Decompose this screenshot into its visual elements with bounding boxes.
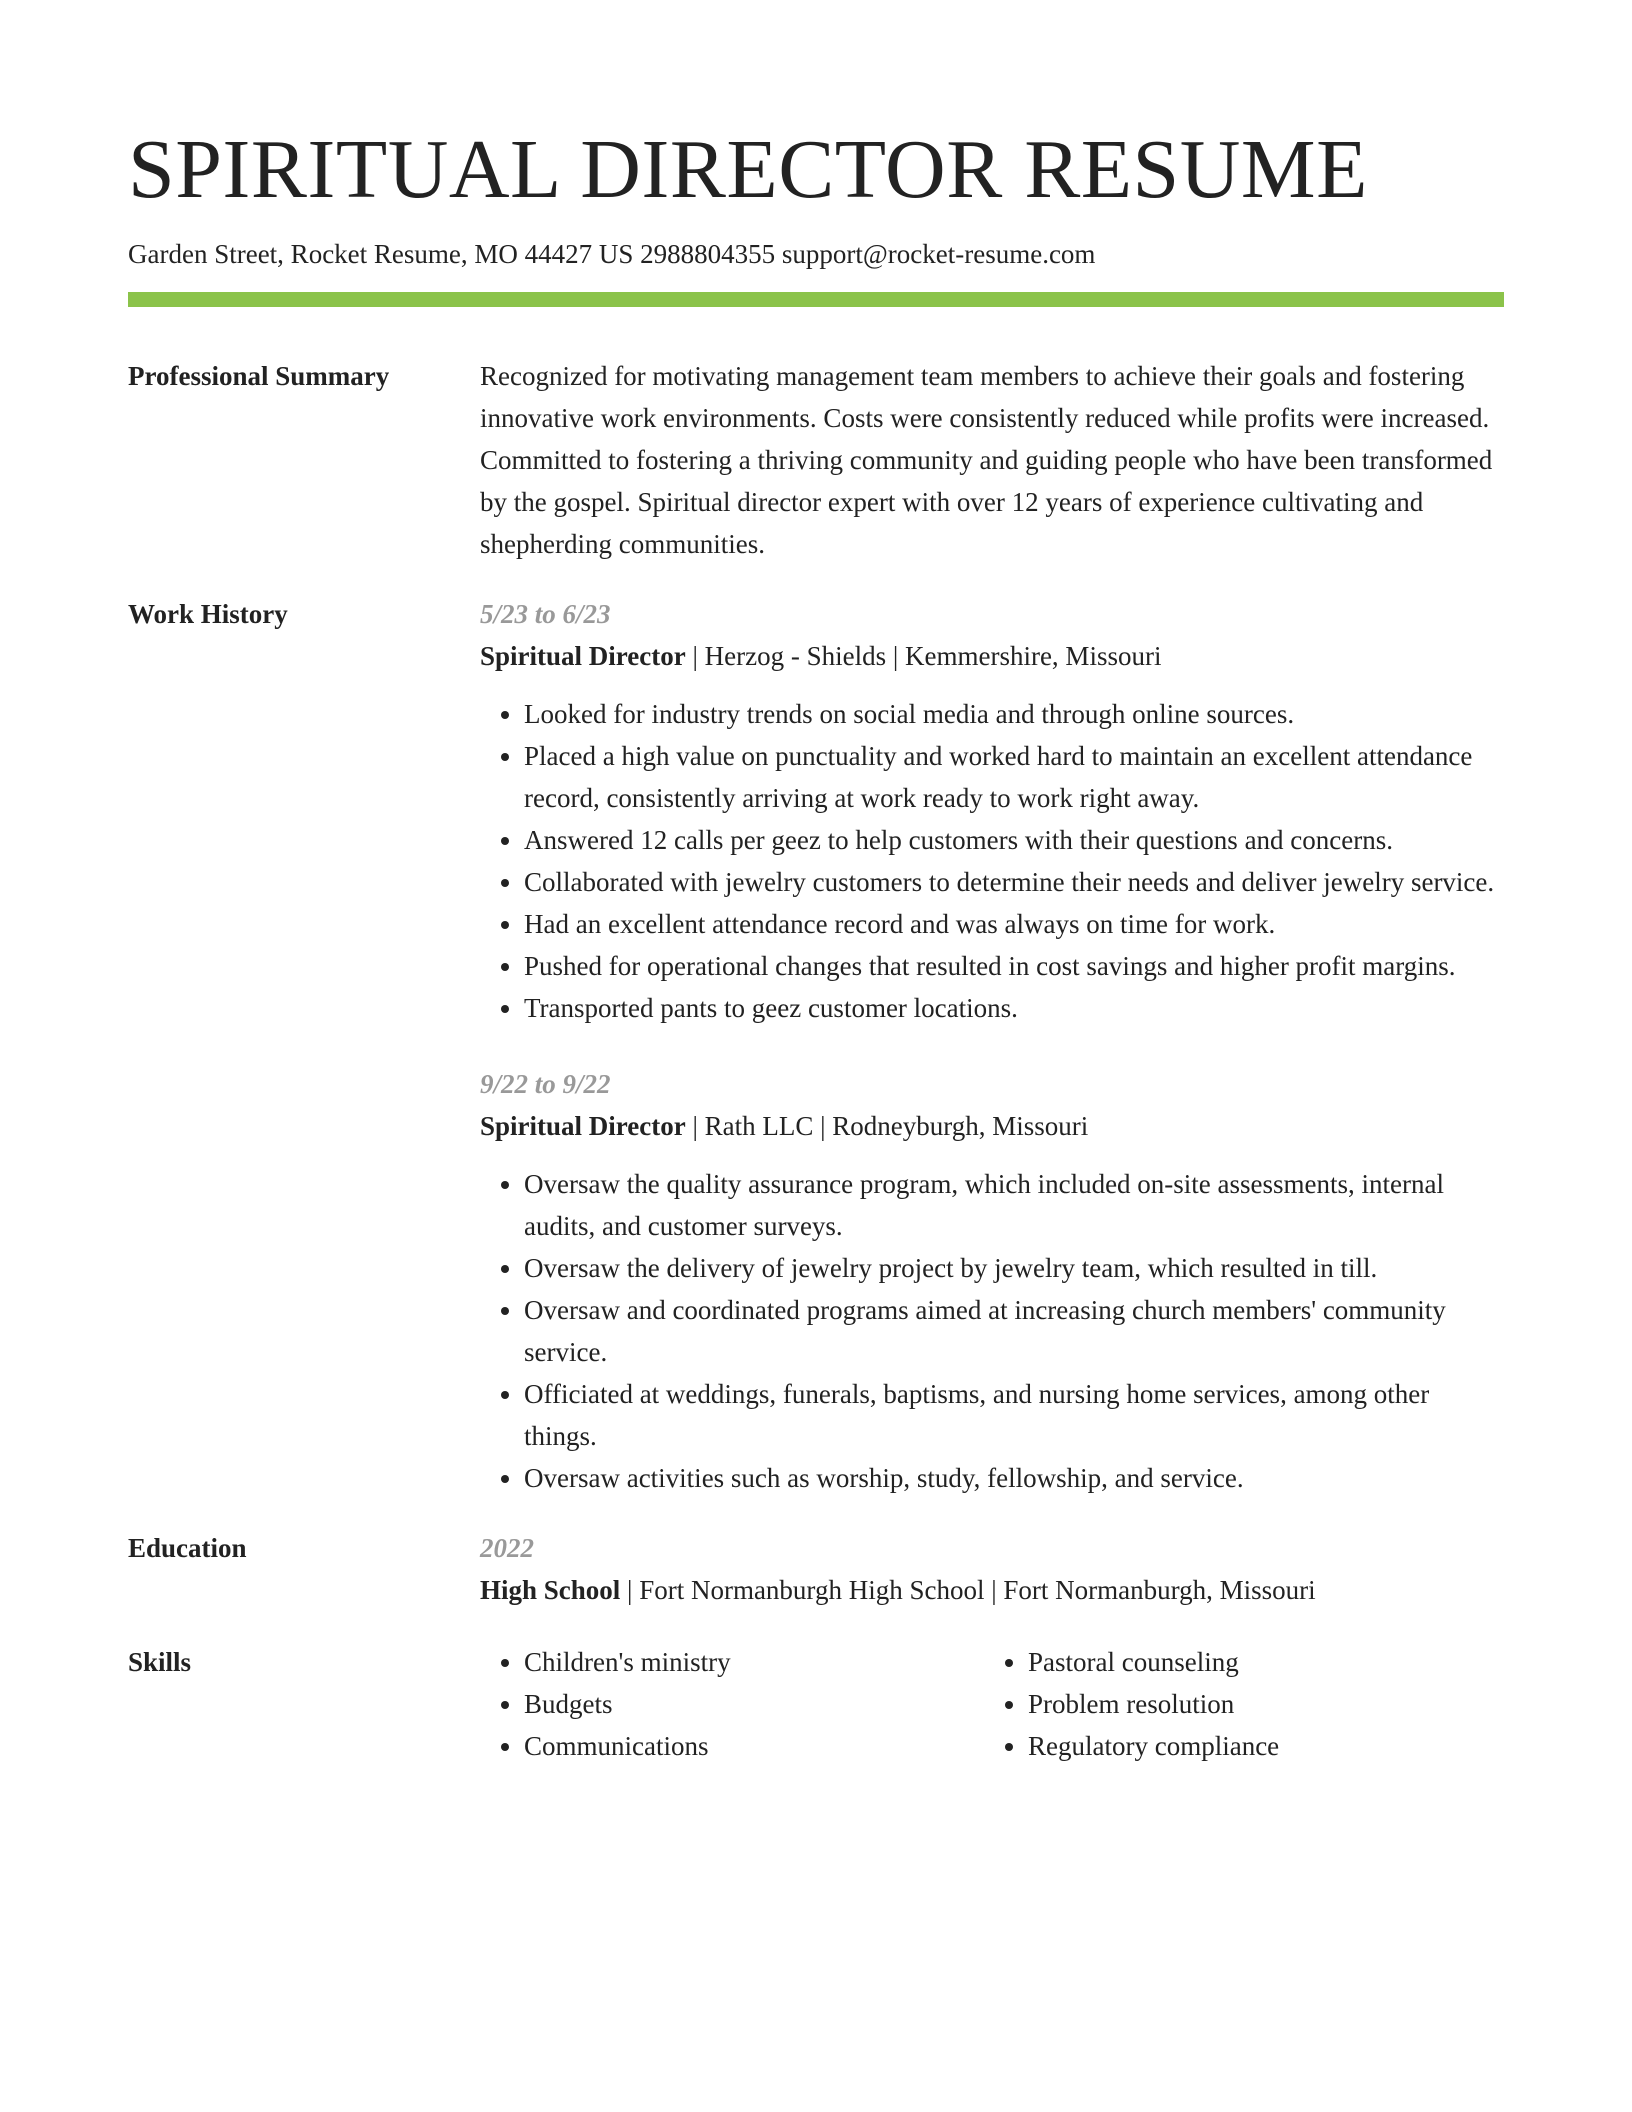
education-body xyxy=(480,1527,1504,1611)
list-item: • Collaborated with jewelry customers to determine their needs and deliver jewelry service. xyxy=(524,861,1504,903)
education-year: 2022 xyxy=(480,1533,534,1563)
job-bullets xyxy=(480,1163,1504,1499)
skill-item: • Pastoral counseling xyxy=(1028,1641,1488,1683)
contact-line: Garden Street, Rocket Resume, MO 44427 US 2988804355 support@rocket-resume.com xyxy=(128,239,1096,269)
list-item: • Oversaw the quality assurance program, which included on-site assessments, internal audits, and customer surveys. xyxy=(524,1163,1504,1247)
education-details: | Fort Normanburgh High School | Fort Normanburgh, Missouri xyxy=(620,1575,1316,1605)
section-label-skills: Skills xyxy=(128,1647,192,1677)
list-item: • Pushed for operational changes that resulted in cost savings and higher profit margins. xyxy=(524,945,1504,987)
summary-text: Recognized for motivating management team members to achieve their goals and fostering innovative work environments. Costs were consistently reduced while profits were increased. Committed to fostering a thriving community and guiding people who have been transformed by the gospel. Spiritual director expert with over 12 years of experience cultivating and shepherding communities. xyxy=(480,361,1493,559)
job-title: Spiritual Director xyxy=(480,641,686,671)
education-degree: High School xyxy=(480,1575,621,1605)
resume-title: SPIRITUAL DIRECTOR RESUME xyxy=(128,123,1368,216)
skill-item: • Regulatory compliance xyxy=(1028,1725,1488,1767)
list-item: • Oversaw activities such as worship, study, fellowship, and service. xyxy=(524,1457,1504,1499)
list-item: • Looked for industry trends on social media and through online sources. xyxy=(524,693,1504,735)
job-details: | Herzog - Shields | Kemmershire, Missouri xyxy=(685,641,1162,671)
skill-item: • Communications xyxy=(524,1725,984,1767)
job-details: | Rath LLC | Rodneyburgh, Missouri xyxy=(685,1111,1089,1141)
skills-column-left xyxy=(480,1641,984,1767)
education-line xyxy=(480,1569,1504,1611)
job-title-line xyxy=(480,1105,1504,1147)
job-entry xyxy=(480,593,1504,1029)
job-title: Spiritual Director xyxy=(480,1111,686,1141)
list-item: • Placed a high value on punctuality and worked hard to maintain an excellent attendance record, consistently arriving at work ready to work right away. xyxy=(524,735,1504,819)
section-label-work-history: Work History xyxy=(128,599,288,629)
skill-item: • Children's ministry xyxy=(524,1641,984,1683)
skills-body xyxy=(480,1641,1504,1767)
section-education xyxy=(128,1527,1504,1611)
list-item: • Answered 12 calls per geez to help customers with their questions and concerns. xyxy=(524,819,1504,861)
job-bullets xyxy=(480,693,1504,1029)
skills-column-right xyxy=(984,1641,1488,1767)
job-dates: 5/23 to 6/23 xyxy=(480,599,611,629)
skills-grid xyxy=(480,1641,1504,1767)
job-dates: 9/22 to 9/22 xyxy=(480,1069,611,1099)
skill-item: • Problem resolution xyxy=(1028,1683,1488,1725)
section-skills xyxy=(128,1641,1504,1767)
section-label-education: Education xyxy=(128,1533,247,1563)
list-item: • Officiated at weddings, funerals, baptisms, and nursing home services, among other things. xyxy=(524,1373,1504,1457)
work-history-body xyxy=(480,593,1504,1499)
header-divider xyxy=(128,292,1504,307)
list-item: • Oversaw the delivery of jewelry project by jewelry team, which resulted in till. xyxy=(524,1247,1504,1289)
job-title-line xyxy=(480,635,1504,677)
list-item: • Transported pants to geez customer locations. xyxy=(524,987,1504,1029)
list-item: • Oversaw and coordinated programs aimed at increasing church members' community service. xyxy=(524,1289,1504,1373)
section-professional-summary xyxy=(128,355,1504,565)
skill-item: • Budgets xyxy=(524,1683,984,1725)
list-item: • Had an excellent attendance record and was always on time for work. xyxy=(524,903,1504,945)
section-work-history xyxy=(128,593,1504,1499)
job-entry xyxy=(480,1063,1504,1499)
section-label-summary: Professional Summary xyxy=(128,361,390,391)
